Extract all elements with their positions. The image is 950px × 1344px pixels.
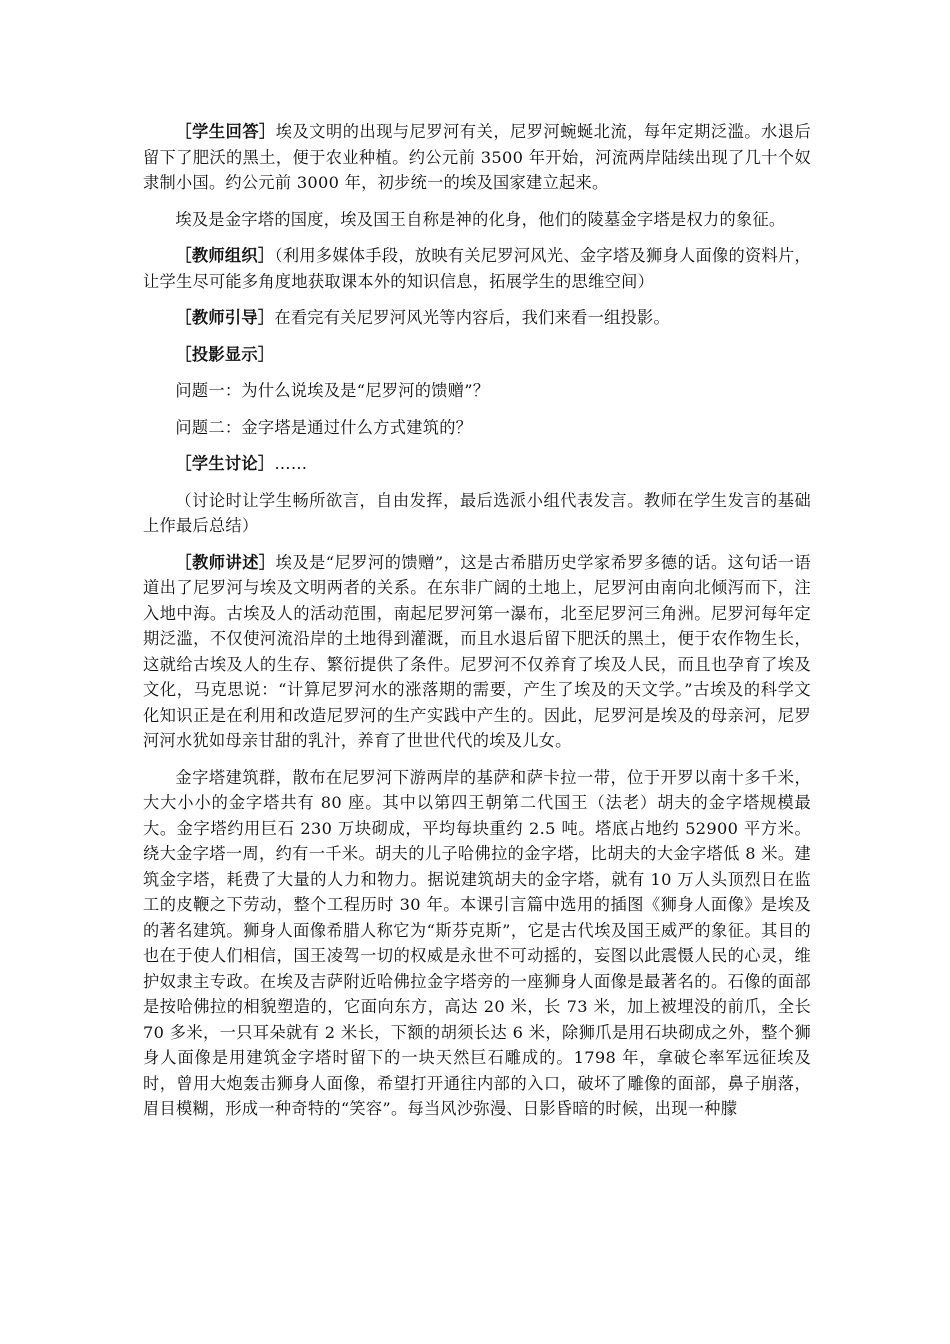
label-student-discussion: ［学生讨论］ (175, 454, 275, 473)
paragraph-text: 问题一：为什么说埃及是“尼罗河的馈赠”？ (175, 381, 490, 400)
label-teacher-lecture: ［教师讲述］ (175, 552, 276, 572)
paragraph-teacher-lecture (143, 550, 811, 754)
document-page (143, 119, 811, 1122)
label-projection: ［投影显示］ (175, 344, 275, 364)
paragraph-text: 埃及是“尼罗河的馈赠”，这是古希腊历史学家希罗多德的话。这句话一语道出了尼罗河与埃及文明两者的关系。在东非广阔的土地上，尼罗河由南向北倾泻而下，注入地中海。古埃及人的活动范围，南起尼罗河第一瀑布，北至尼罗河三角洲。尼罗河每年定期泛滥，不仅使河流沿岸的土地得到灌溉，而且水退后留下肥沃的黑土，便于农作物生长，这就给古埃及人的生存、繁衍提供了条件。尼罗河不仅养育了埃及人民，而且也孕育了埃及文化，马克思说：“计算尼罗河水的涨落期的需要，产生了埃及的天文学。”古埃及的科学文化知识正是在利用和改造尼罗河的生产实践中产生的。因此，尼罗河是埃及的母亲河，尼罗河河水犹如母亲甘甜的乳汁，养育了世世代代的埃及儿女。 (143, 552, 811, 750)
paragraph-question-1 (143, 378, 811, 404)
paragraph-student-discussion (143, 451, 811, 477)
paragraph-student-answer (143, 119, 811, 196)
label-student-answer: ［学生回答］ (175, 122, 276, 141)
paragraph-text: 问题二：金字塔是通过什么方式建筑的？ (175, 417, 473, 437)
label-teacher-organize: ［教师组织］ (175, 246, 275, 265)
paragraph-text: 在看完有关尼罗河风光等内容后，我们来看一组投影。 (274, 308, 671, 327)
paragraph-projection (143, 342, 811, 368)
paragraph-text: 金字塔建筑群，散布在尼罗河下游两岸的基萨和萨卡拉一带，位于开罗以南十多千米，大大小小的金字塔共有 80 座。其中以第四王朝第二代国王（法老）胡夫的金字塔规模最大。金字塔约用巨石 230 万块砌成，平均每块重约 2.5 吨。塔底占地约 52900 平方米。绕大金字塔一周，约有一千米。胡夫的儿子哈佛拉的金字塔，比胡夫的大金字塔低 8 米。建筑金字塔，耗费了大量的人力和物力。据说建筑胡夫的金字塔，就有 10 万人头顶烈日在监工的皮鞭之下劳动，整个工程历时 30 年。本课引言篇中选用的插图《狮身人面像》是埃及的著名建筑。狮身人面像希腊人称它为“斯芬克斯”，它是古代埃及国王威严的象征。其目的也在于使人们相信，国王凌驾一切的权威是永世不可动摇的，妄图以此震慑人民的心灵，维护奴隶主专政。在埃及吉萨附近哈佛拉金字塔旁的一座狮身人面像是最著名的。石像的面部是按哈佛拉的相貌塑造的，它面向东方，高达 20 米，长 73 米，加上被埋没的前爪，全长 70 多米，一只耳朵就有 2 米长，下额的胡须长达 6 米，除狮爪是用石块砌成之外，整个狮身人面像是用建筑金字塔时留下的一块天然巨石雕成的。1798 年，拿破仑率军远征埃及时，曾用大炮轰击狮身人面像，希望打开通往内部的入口，破坏了雕像的面部，鼻子崩落，眉目模糊，形成一种奇特的“笑容”。每当风沙弥漫、日影昏暗的时候，出现一种朦 (143, 767, 811, 1118)
paragraph-text: （利用多媒体手段，放映有关尼罗河风光、金字塔及狮身人面像的资料片，让学生尽可能多角度地获取课本外的知识信息，拓展学生的思维空间） (143, 246, 811, 291)
paragraph-discussion-note (143, 488, 811, 539)
paragraph-text: （讨论时让学生畅所欲言，自由发挥，最后选派小组代表发言。教师在学生发言的基础上作最后总结） (143, 490, 811, 535)
paragraph-teacher-organize (143, 243, 811, 294)
paragraph-pyramid-country (143, 207, 811, 233)
paragraph-pyramid-complex (143, 765, 811, 1122)
paragraph-text: 埃及文明的出现与尼罗河有关，尼罗河蜿蜒北流，每年定期泛滥。水退后留下了肥沃的黑土，便于农业种植。约公元前 3500 年开始，河流两岸陆续出现了几十个奴隶制小国。约公元前 3000 年，初步统一的埃及国家建立起来。 (143, 122, 811, 192)
paragraph-teacher-guide (143, 305, 811, 331)
paragraph-text: …… (274, 454, 308, 473)
paragraph-text: 埃及是金字塔的国度，埃及国王自称是神的化身，他们的陵墓金字塔是权力的象征。 (175, 209, 786, 229)
paragraph-question-2 (143, 415, 811, 441)
label-teacher-guide: ［教师引导］ (175, 308, 275, 327)
